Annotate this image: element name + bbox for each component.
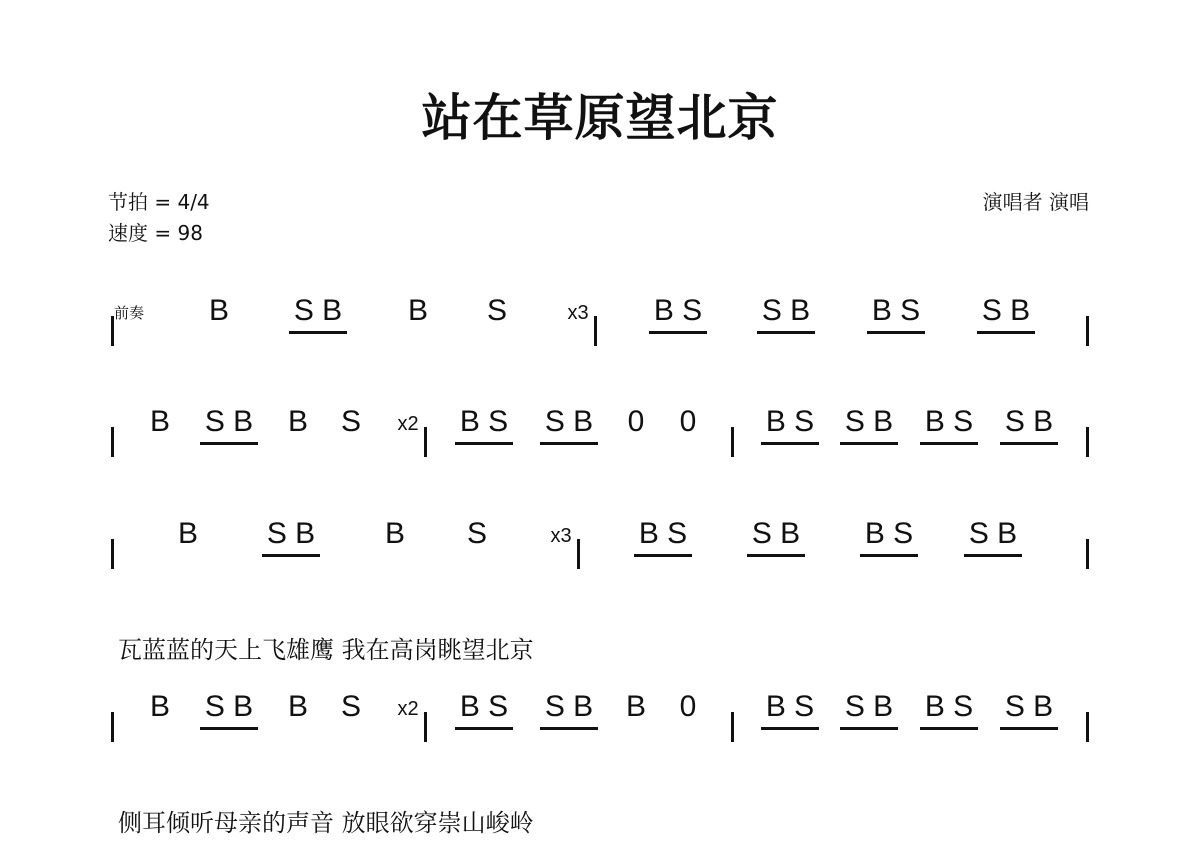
note-group: S	[486, 294, 508, 327]
note-group: B	[287, 405, 309, 438]
bar-line	[111, 539, 114, 569]
bar-line	[1086, 539, 1089, 569]
repeat-mark: x3	[567, 302, 589, 324]
beam-underline	[634, 554, 692, 557]
beam-underline	[649, 331, 707, 334]
beam-underline	[747, 554, 805, 557]
note-group: B S	[653, 294, 703, 327]
beam-underline	[840, 442, 898, 445]
note-group: 0	[679, 405, 697, 438]
note-group: S B	[761, 294, 811, 327]
note-group: B S	[765, 690, 815, 723]
note-group: 0	[627, 405, 645, 438]
note-group: B	[149, 690, 171, 723]
note-group: S B	[981, 294, 1031, 327]
meter-label: 节拍 = 4/4	[108, 190, 210, 214]
beam-underline	[1000, 442, 1058, 445]
beam-underline	[200, 442, 258, 445]
bar-line	[731, 427, 734, 457]
repeat-mark: x2	[397, 413, 419, 435]
note-group: B S	[924, 405, 974, 438]
bar-line	[424, 712, 427, 742]
note-group: S B	[844, 405, 894, 438]
beam-underline	[455, 727, 513, 730]
beam-underline	[200, 727, 258, 730]
bar-line	[594, 316, 597, 346]
beam-underline	[964, 554, 1022, 557]
note-group: S B	[266, 517, 316, 550]
bar-line	[1086, 712, 1089, 742]
note-group: S B	[204, 405, 254, 438]
lyric-line-2: 侧耳倾听母亲的声音 放眼欲穿崇山峻岭	[118, 809, 534, 837]
prelude-label: 前奏	[114, 304, 145, 322]
note-group: B S	[864, 517, 914, 550]
note-group: B S	[871, 294, 921, 327]
note-group: B S	[765, 405, 815, 438]
beam-underline	[860, 554, 918, 557]
lyric-line-1: 瓦蓝蓝的天上飞雄鹰 我在高岗眺望北京	[118, 636, 534, 664]
score-row-2	[0, 401, 1200, 481]
note-group: S B	[293, 294, 343, 327]
note-group: S B	[544, 690, 594, 723]
score-row-1	[0, 290, 1200, 370]
bar-line	[424, 427, 427, 457]
note-group: B S	[924, 690, 974, 723]
beam-underline	[867, 331, 925, 334]
note-group: S B	[1004, 405, 1054, 438]
note-group: S B	[844, 690, 894, 723]
bar-line	[731, 712, 734, 742]
note-group: B	[625, 690, 647, 723]
score-row-4	[0, 686, 1200, 766]
beam-underline	[540, 727, 598, 730]
beam-underline	[920, 727, 978, 730]
note-group: B	[149, 405, 171, 438]
repeat-mark: x3	[550, 525, 572, 547]
beam-underline	[289, 331, 347, 334]
bar-line	[1086, 427, 1089, 457]
beam-underline	[540, 442, 598, 445]
note-group: B	[287, 690, 309, 723]
beam-underline	[977, 331, 1035, 334]
note-group: B	[407, 294, 429, 327]
note-group: B	[208, 294, 230, 327]
bar-line	[111, 712, 114, 742]
note-group: S B	[968, 517, 1018, 550]
note-group: B	[384, 517, 406, 550]
note-group: S	[340, 690, 362, 723]
song-title: 站在草原望北京	[421, 89, 779, 147]
note-group: S B	[544, 405, 594, 438]
note-group: S B	[204, 690, 254, 723]
performer-label: 演唱者 演唱	[982, 190, 1089, 214]
beam-underline	[455, 442, 513, 445]
note-group: 0	[679, 690, 697, 723]
note-group: S	[340, 405, 362, 438]
note-group: B S	[638, 517, 688, 550]
tempo-label: 速度 = 98	[108, 221, 203, 245]
beam-underline	[757, 331, 815, 334]
note-group: S B	[751, 517, 801, 550]
note-group: B	[177, 517, 199, 550]
bar-line	[577, 539, 580, 569]
beam-underline	[840, 727, 898, 730]
bar-line	[111, 427, 114, 457]
note-group: S B	[1004, 690, 1054, 723]
beam-underline	[920, 442, 978, 445]
note-group: B S	[459, 690, 509, 723]
note-group: B S	[459, 405, 509, 438]
beam-underline	[1000, 727, 1058, 730]
beam-underline	[761, 442, 819, 445]
beam-underline	[761, 727, 819, 730]
repeat-mark: x2	[397, 698, 419, 720]
note-group: S	[466, 517, 488, 550]
score-row-3	[0, 513, 1200, 593]
bar-line	[1086, 316, 1089, 346]
beam-underline	[262, 554, 320, 557]
